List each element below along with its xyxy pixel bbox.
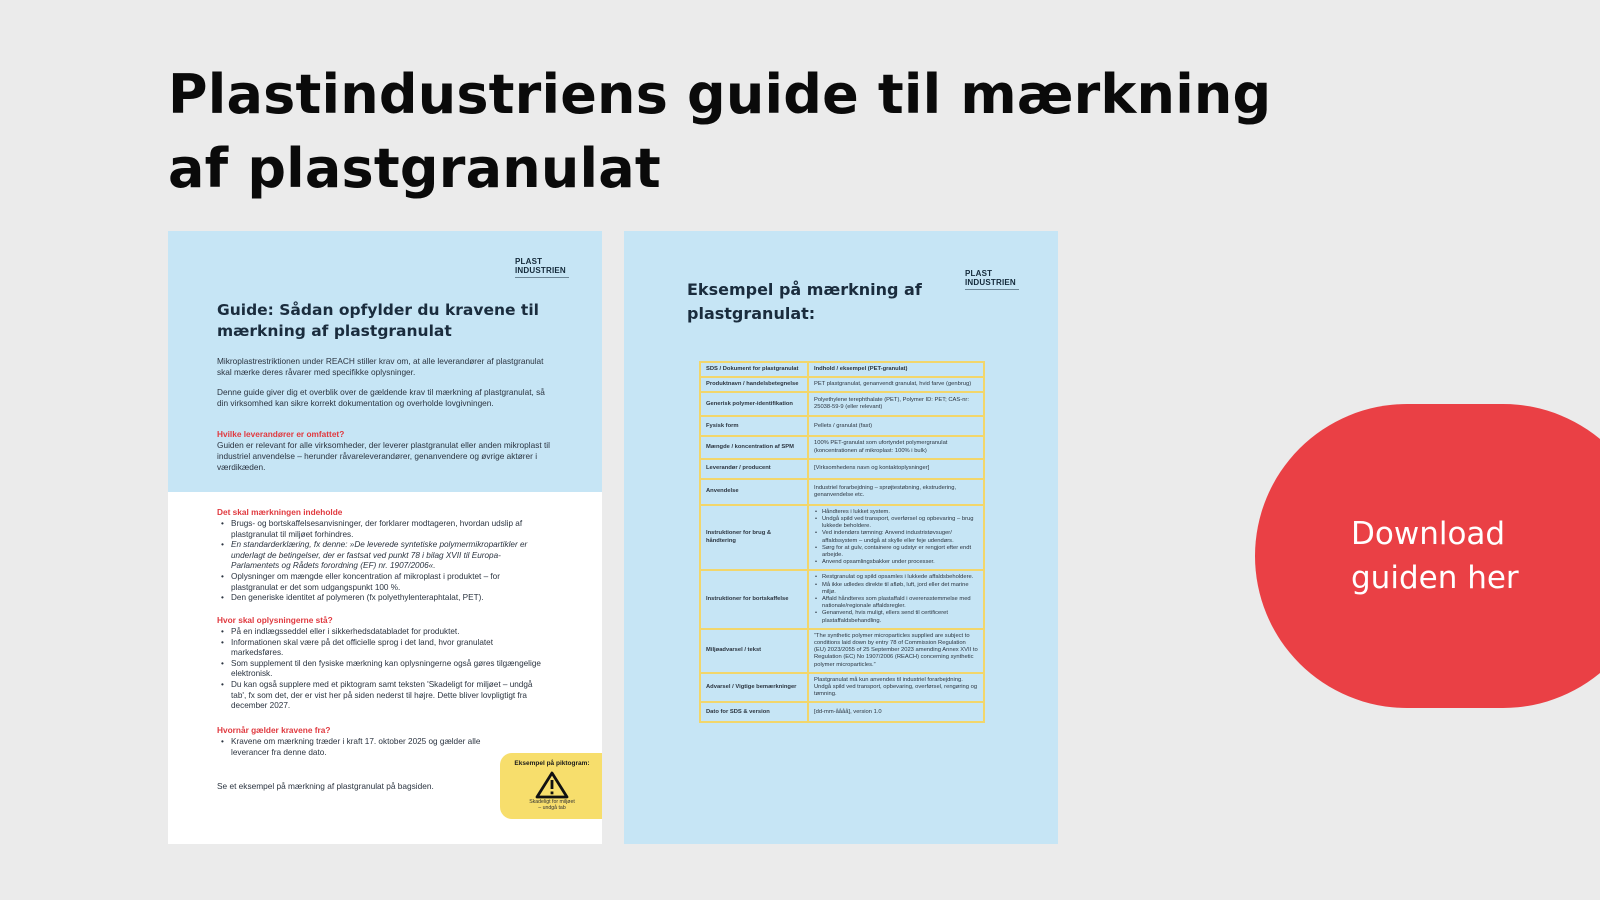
when-list [217, 737, 507, 758]
list-item: • Brugs- og bortskaffelsesanvisninger, der forklarer modtageren, hvordan udslip af plastgranulat til miljøet forhindres. [217, 519, 547, 540]
row-label: Instruktioner for brug & håndtering [700, 505, 808, 571]
row-value: Industriel forarbejdning – sprøjtestøbning, ekstrudering, genanvendelse etc. [808, 479, 984, 505]
intro-paragraph-2: Denne guide giver dig et overblik over de gældende krav til mærkning af plastgranulat, så din virksomhed kan sikre korrekt dokumentation og overholde lovgivningen. [217, 387, 545, 408]
table-row [700, 570, 984, 628]
download-guide-button[interactable] [1255, 404, 1600, 708]
row-value: [dd-mm-åååå], version 1.0 [808, 702, 984, 722]
content-list [217, 519, 547, 604]
pictogram-title: Eksempel på piktogram: [514, 760, 590, 767]
section-heading-scope: Hvilke leverandører er omfattet? [217, 429, 345, 439]
list-item: • En standarderklæring, fx denne: »De leverede syntetiske polymermikropartikler er underlagt de betingelser, der er fastsat ved punkt 78 i bilag XVII til Europa-Parlamentets og Rådets forordning (EF) nr. 1907/2006«. [217, 540, 547, 572]
list-item: • Kravene om mærkning træder i kraft 17. oktober 2025 og gælder alle leverancer fra denne dato. [217, 737, 507, 758]
page-title: Plastindustriens guide til mærkning af plastgranulat [168, 63, 1272, 200]
row-value-list [808, 505, 984, 571]
list-item: • Håndteres i lukket system. [814, 509, 978, 516]
row-label: Anvendelse [700, 479, 808, 505]
row-value: “The synthetic polymer microparticles supplied are subject to conditions laid down by entry 78 of Commission Regulation (EU) 2023/2055 of 25 September 2023 amending Annex XVII to Regulation (EC) No 1907/2006 (REACH) concerning synthetic polymer microparticles.” [808, 629, 984, 673]
logo-underline [515, 277, 569, 278]
row-value: 100% PET-granulat som ufortyndet polymergranulat (koncentrationen af mikroplast: 100% i bulk) [808, 436, 984, 458]
section-heading-content: Det skal mærkningen indeholde [217, 507, 343, 517]
footer-note: Se et eksempel på mærkning af plastgranulat på bagsiden. [217, 781, 434, 791]
row-label: Leverandør / producent [700, 459, 808, 479]
section-text-scope: Guiden er relevant for alle virksomheder, der leverer plastgranulat eller anden mikroplast til industriel anvendelse – herunder råvareleverandører, genanvendere og øvrige aktører i værdikæden. [217, 440, 550, 472]
list-item: • Må ikke udledes direkte til afløb, luft, jord eller det marine miljø. [814, 582, 978, 596]
pictogram-box [500, 753, 602, 819]
table-row [700, 416, 984, 436]
list-item: • Undgå spild ved transport, overførsel og opbevaring – brug lukkede beholdere. [814, 516, 978, 530]
section-heading-when: Hvornår gælder kravene fra? [217, 725, 331, 735]
list-item: • Oplysninger om mængde eller koncentration af mikroplast i produktet – for plastgranulat er det som udgangspunkt 100 %. [217, 572, 547, 593]
section-heading-where: Hvor skal oplysningerne stå? [217, 615, 333, 625]
logo-line-2: INDUSTRIEN [515, 266, 566, 275]
row-label: Miljøadvarsel / tekst [700, 629, 808, 673]
sds-table [699, 361, 985, 723]
row-label: Generisk polymer-identifikation [700, 392, 808, 416]
logo-line-1: PLAST [965, 269, 993, 278]
example-title: Eksempel på mærkning af plastgranulat: [687, 280, 922, 323]
table-row [700, 479, 984, 505]
list-item: • Informationen skal være på det officielle sprog i det land, hvor granulatet markedsføres. [217, 638, 547, 659]
list-item: • Anvend opsamlingsbakker under processer. [814, 559, 978, 566]
table-header-row [700, 362, 984, 377]
row-value: [Virksomhedens navn og kontaktoplysninger] [808, 459, 984, 479]
table-row [700, 377, 984, 392]
list-item: • Affald håndteres som plastaffald i overensstemmelse med nationale/regionale affaldsregler. [814, 596, 978, 610]
list-item: • Restgranulat og spild opsamles i lukkede affaldsbeholdere. [814, 574, 978, 581]
row-label: Instruktioner for bortskaffelse [700, 570, 808, 628]
table-row [700, 702, 984, 722]
row-value: PET plastgranulat, genanvendt granulat, hvid farve (genbrug) [808, 377, 984, 392]
logo-line-2: INDUSTRIEN [965, 278, 1016, 287]
table-row [700, 436, 984, 458]
logo-underline [965, 289, 1019, 290]
table-header-cell: SDS / Dokument for plastgranulat [700, 362, 808, 377]
plastindustrien-logo [515, 257, 569, 278]
guide-page-front [168, 231, 602, 844]
row-value: Polyethylene terephthalate (PET), Polymer ID: PET; CAS-nr: 25038-59-9 (eller relevant) [808, 392, 984, 416]
guide-title: Guide: Sådan opfylder du kravene til mærkning af plastgranulat [217, 301, 539, 340]
row-value: Pellets / granulat (fast) [808, 416, 984, 436]
warning-triangle-icon [535, 771, 569, 799]
table-row [700, 392, 984, 416]
list-item: • Du kan også supplere med et piktogram samt teksten 'Skadeligt for miljøet – undgå tab', fx som det, der er vist her på siden nederst til højre. Dette bliver lovpligtigt fra december 2027. [217, 680, 547, 712]
list-item: • På en indlægsseddel eller i sikkerhedsdatabladet for produktet. [217, 627, 547, 638]
table-header-cell: Indhold / eksempel (PET-granulat) [808, 362, 984, 377]
row-label: Fysisk form [700, 416, 808, 436]
row-value: Plastgranulat må kun anvendes til industriel forarbejdning. Undgå spild ved transport, opbevaring, overførsel, rengøring og tømning. [808, 673, 984, 703]
row-label: Advarsel / Vigtige bemærkninger [700, 673, 808, 703]
pictogram-caption-1: Skadeligt for miljøet [529, 799, 575, 805]
download-guide-label: Download guiden her [1351, 516, 1519, 596]
table-row [700, 459, 984, 479]
list-item: • Ved indendørs tømning: Anvend industristøvsuger/ affaldssystem – undgå at skylle eller feje udendørs. [814, 530, 978, 544]
list-item: • Som supplement til den fysiske mærkning kan oplysningerne også gøres tilgængelige elektronisk. [217, 659, 547, 680]
row-label: Mængde / koncentration af SPM [700, 436, 808, 458]
where-list [217, 627, 547, 712]
logo-line-1: PLAST [515, 257, 543, 266]
list-item: • Sørg for at gulv, containere og udstyr er rengjort efter endt arbejde. [814, 545, 978, 559]
row-label: Produktnavn / handelsbetegnelse [700, 377, 808, 392]
guide-page-back [624, 231, 1058, 844]
pictogram-caption-2: – undgå tab [538, 805, 566, 811]
list-item: • Den generiske identitet af polymeren (fx polyethylenteraphtalat, PET). [217, 593, 547, 604]
table-row [700, 505, 984, 571]
table-row [700, 673, 984, 703]
row-value-list [808, 570, 984, 628]
row-label: Dato for SDS & version [700, 702, 808, 722]
plastindustrien-logo [965, 269, 1019, 290]
intro-paragraph-1: Mikroplastrestriktionen under REACH stiller krav om, at alle leverandører af plastgranulat skal mærke deres råvarer med specifikke oplysninger. [217, 356, 544, 377]
list-item: • Genanvend, hvis muligt, ellers send til certificeret plastaffaldsbehandling. [814, 610, 978, 624]
table-row [700, 629, 984, 673]
